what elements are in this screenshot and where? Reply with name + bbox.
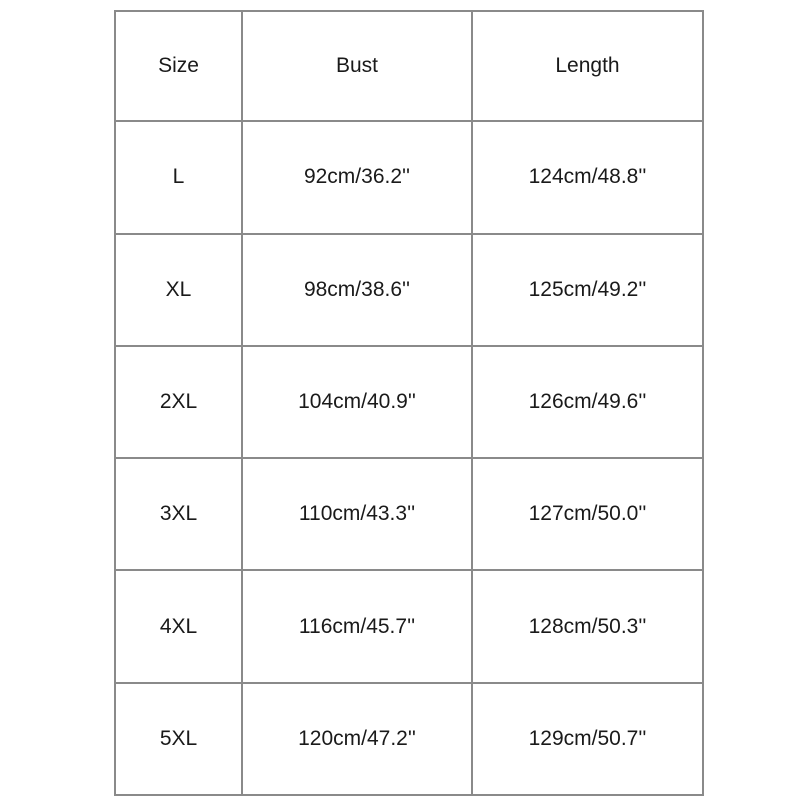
cell-length: 124cm/48.8'' bbox=[472, 121, 703, 233]
table-row bbox=[115, 346, 703, 458]
cell-size: 2XL bbox=[115, 346, 242, 458]
table-row bbox=[115, 570, 703, 682]
cell-length: 125cm/49.2'' bbox=[472, 234, 703, 346]
cell-size: L bbox=[115, 121, 242, 233]
table-row bbox=[115, 121, 703, 233]
header-bust: Bust bbox=[242, 11, 472, 121]
cell-length: 128cm/50.3'' bbox=[472, 570, 703, 682]
header-size: Size bbox=[115, 11, 242, 121]
cell-size: XL bbox=[115, 234, 242, 346]
cell-size: 4XL bbox=[115, 570, 242, 682]
table-row bbox=[115, 458, 703, 570]
table-row bbox=[115, 683, 703, 795]
cell-bust: 92cm/36.2'' bbox=[242, 121, 472, 233]
cell-bust: 110cm/43.3'' bbox=[242, 458, 472, 570]
cell-bust: 104cm/40.9'' bbox=[242, 346, 472, 458]
cell-length: 127cm/50.0'' bbox=[472, 458, 703, 570]
cell-bust: 116cm/45.7'' bbox=[242, 570, 472, 682]
cell-length: 129cm/50.7'' bbox=[472, 683, 703, 795]
cell-bust: 120cm/47.2'' bbox=[242, 683, 472, 795]
header-length: Length bbox=[472, 11, 703, 121]
cell-size: 3XL bbox=[115, 458, 242, 570]
table-row bbox=[115, 234, 703, 346]
cell-size: 5XL bbox=[115, 683, 242, 795]
table-header-row bbox=[115, 11, 703, 121]
cell-bust: 98cm/38.6'' bbox=[242, 234, 472, 346]
cell-length: 126cm/49.6'' bbox=[472, 346, 703, 458]
size-chart-table bbox=[114, 10, 704, 796]
